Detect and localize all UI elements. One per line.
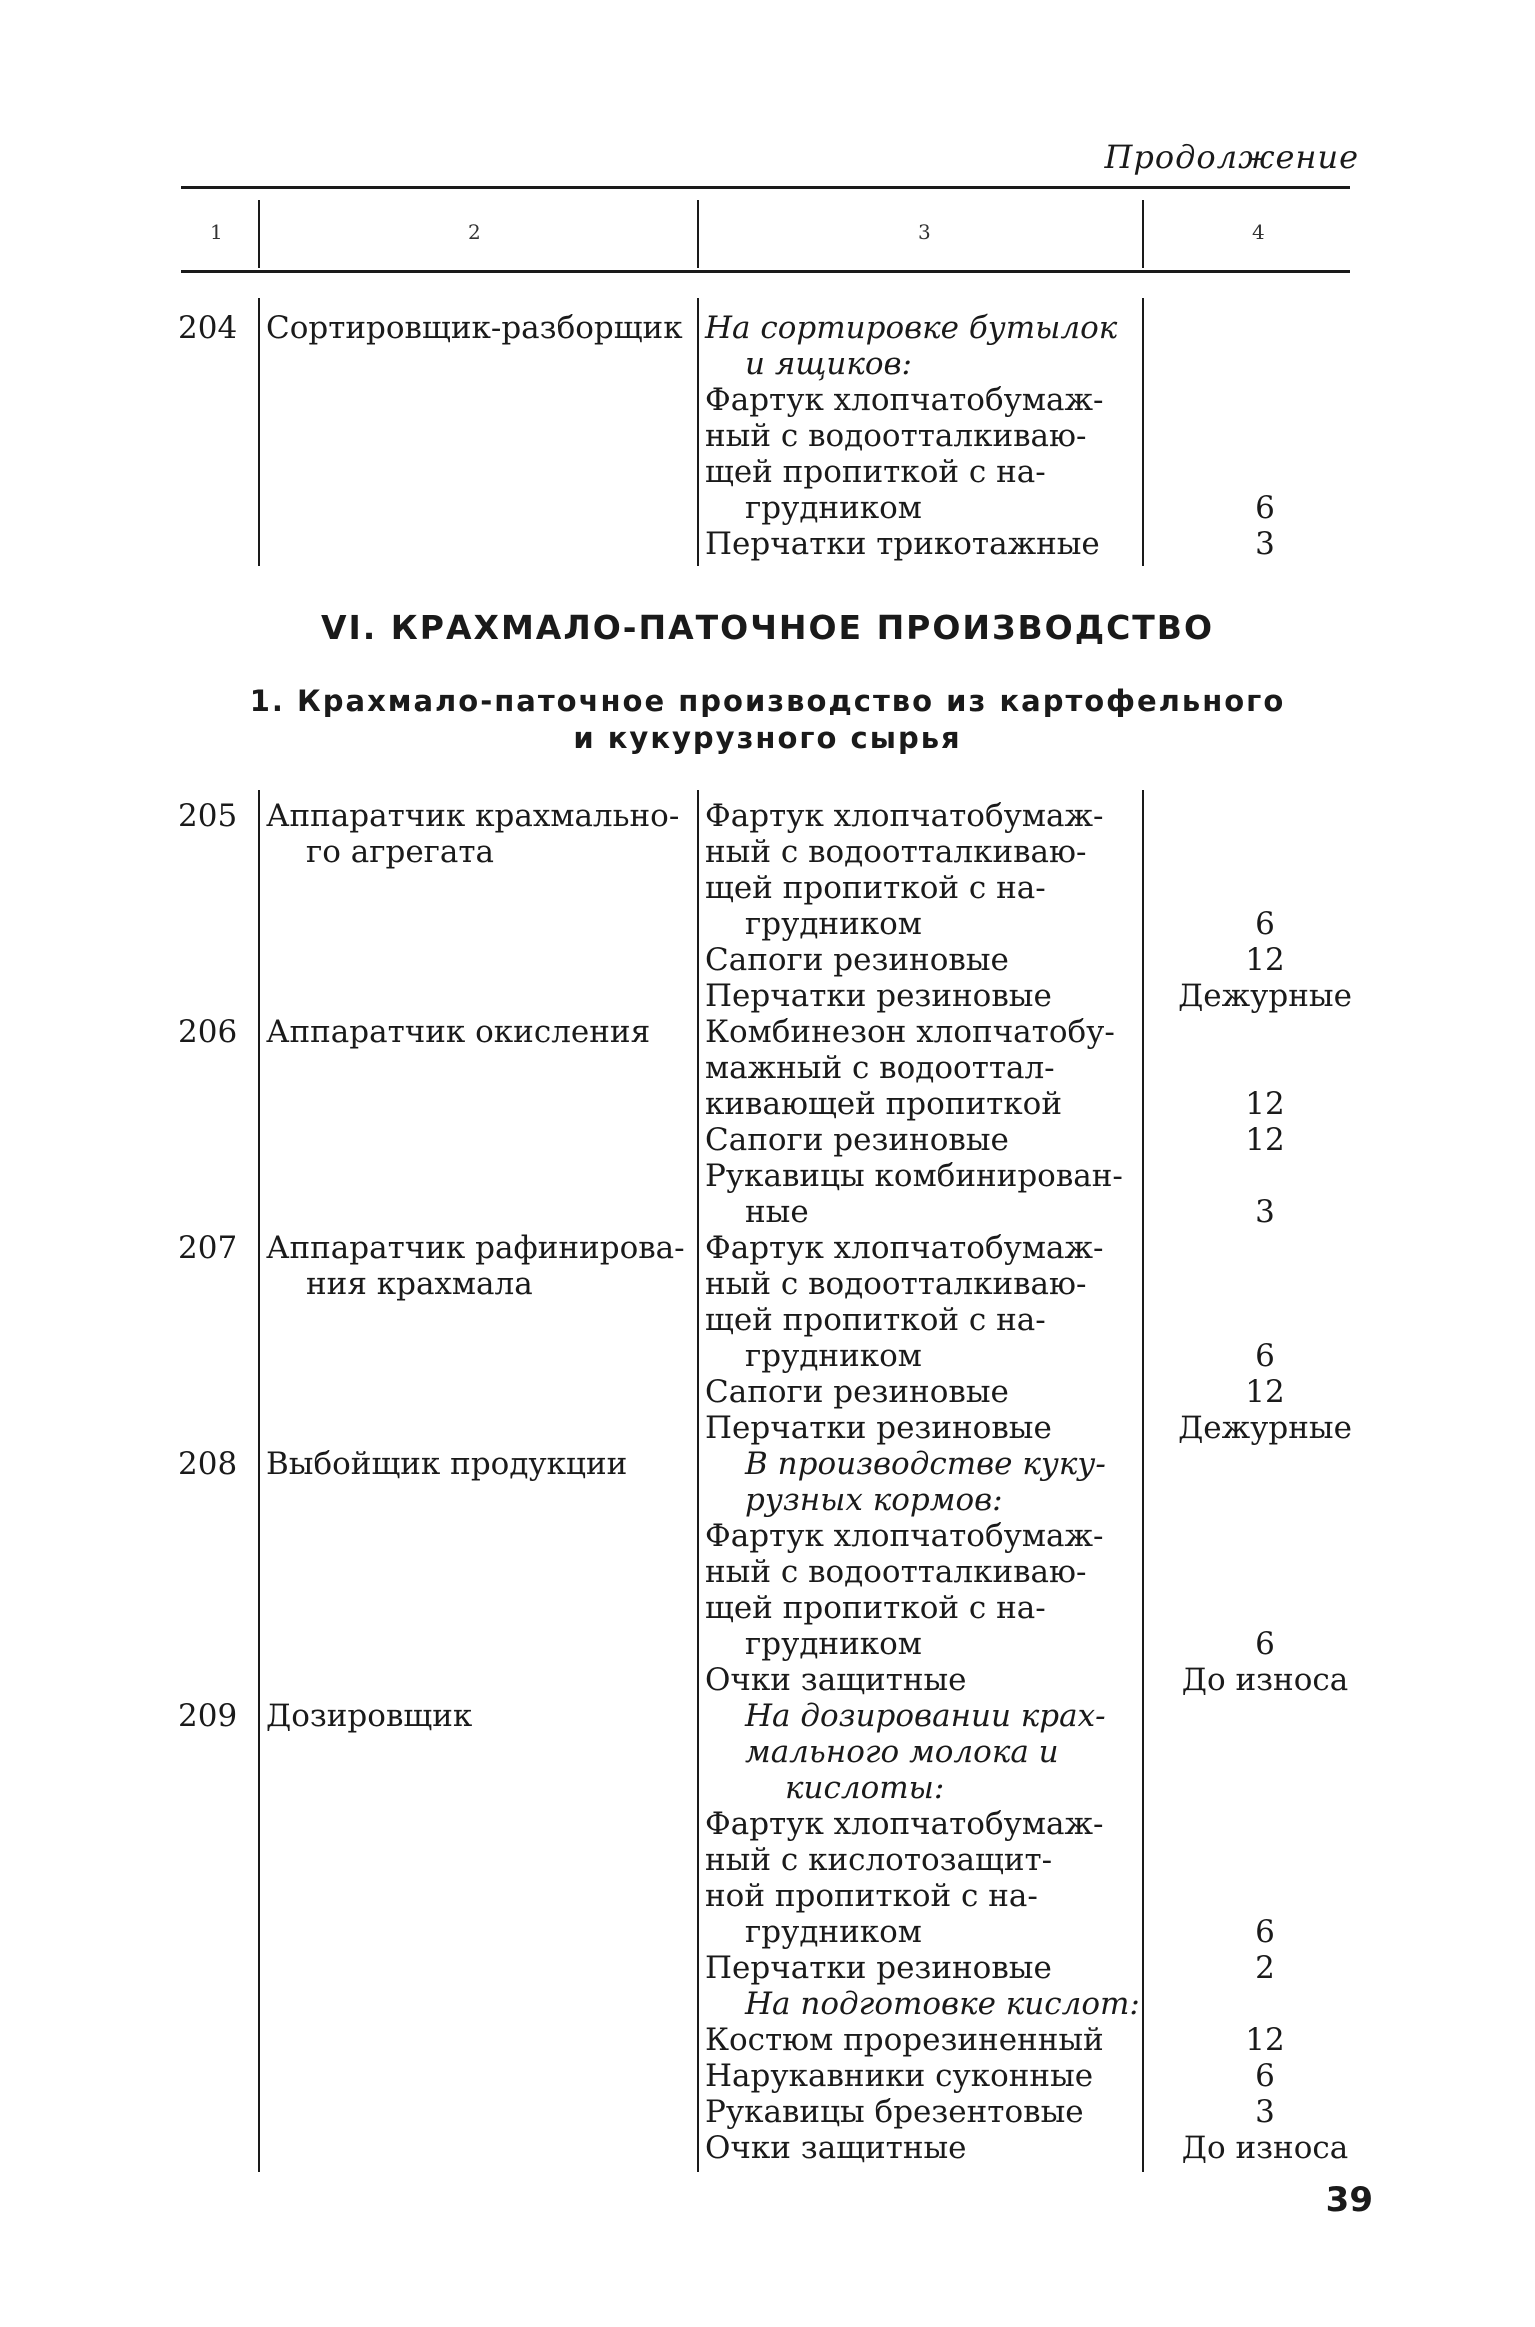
equipment-line: Фартук хлопчатобумаж-	[705, 798, 1104, 834]
column-divider	[1142, 298, 1144, 566]
equipment-line: мального молока и	[745, 1734, 1059, 1770]
wear-term: 12	[1245, 1122, 1285, 1158]
equipment-line: рузных кормов:	[745, 1482, 1003, 1518]
column-number: 1	[210, 220, 223, 244]
wear-term: 12	[1245, 1086, 1285, 1122]
row-number: 207	[178, 1230, 238, 1266]
column-divider	[1142, 790, 1144, 2172]
equipment-line: Костюм прорезиненный	[705, 2022, 1104, 2058]
equipment-line: щей пропиткой с на-	[705, 454, 1046, 490]
row-number: 204	[178, 310, 238, 346]
header-column-divider	[697, 200, 699, 268]
equipment-line: На дозировании крах-	[745, 1698, 1106, 1734]
wear-term: 3	[1255, 2094, 1275, 2130]
wear-term: 12	[1245, 2022, 1285, 2058]
wear-term: 6	[1255, 490, 1275, 526]
wear-term: 6	[1255, 1914, 1275, 1950]
header-column-divider	[1142, 200, 1144, 268]
equipment-line: Перчатки резиновые	[705, 1950, 1052, 1986]
equipment-line: щей пропиткой с на-	[705, 1302, 1046, 1338]
position-name: Аппаратчик рафинирова-	[266, 1230, 685, 1266]
equipment-line: грудником	[745, 1626, 922, 1662]
column-divider	[258, 298, 260, 566]
equipment-line: Фартук хлопчатобумаж-	[705, 1230, 1104, 1266]
wear-term: 2	[1255, 1950, 1275, 1986]
wear-term: До износа	[1181, 1662, 1349, 1698]
equipment-line: Перчатки резиновые	[705, 1410, 1052, 1446]
equipment-line: мажный с водооттал-	[705, 1050, 1055, 1086]
table-header-rule	[181, 270, 1350, 273]
equipment-line: Перчатки резиновые	[705, 978, 1052, 1014]
column-number: 3	[918, 220, 931, 244]
equipment-line: Сапоги резиновые	[705, 1374, 1009, 1410]
wear-term: Дежурные	[1178, 978, 1352, 1014]
position-name: Аппаратчик окисления	[266, 1014, 651, 1050]
column-divider	[258, 790, 260, 2172]
equipment-line: грудником	[745, 490, 922, 526]
equipment-line: Сапоги резиновые	[705, 942, 1009, 978]
equipment-line: ный с водоотталкиваю-	[705, 1554, 1087, 1590]
column-number: 2	[468, 220, 481, 244]
section-subtitle-line1: 1. Крахмало-паточное производство из картофельного	[249, 684, 1286, 718]
equipment-line: Очки защитные	[705, 1662, 967, 1698]
equipment-line: Нарукавники суконные	[705, 2058, 1094, 2094]
equipment-line: На подготовке кислот:	[745, 1986, 1140, 2022]
position-name: Сортировщик-разборщик	[266, 310, 683, 346]
wear-term: 6	[1255, 1338, 1275, 1374]
equipment-line: Рукавицы комбинирован-	[705, 1158, 1123, 1194]
equipment-line: Очки защитные	[705, 2130, 967, 2166]
row-number: 205	[178, 798, 238, 834]
column-divider	[697, 298, 699, 566]
equipment-line: Перчатки трикотажные	[705, 526, 1100, 562]
equipment-line: Фартук хлопчатобумаж-	[705, 1806, 1104, 1842]
equipment-line: Фартук хлопчатобумаж-	[705, 382, 1104, 418]
position-name: го агрегата	[306, 834, 495, 870]
wear-term: 12	[1245, 1374, 1285, 1410]
equipment-line: кивающей пропиткой	[705, 1086, 1062, 1122]
header-column-divider	[258, 200, 260, 268]
wear-term: 3	[1255, 526, 1275, 562]
wear-term: 12	[1245, 942, 1285, 978]
equipment-line: щей пропиткой с на-	[705, 870, 1046, 906]
equipment-line: ный с водоотталкиваю-	[705, 418, 1087, 454]
column-number: 4	[1252, 220, 1265, 244]
equipment-line: грудником	[745, 906, 922, 942]
equipment-line: ный с кислотозащит-	[705, 1842, 1053, 1878]
equipment-line: ной пропиткой с на-	[705, 1878, 1038, 1914]
section-title: VI. КРАХМАЛО-ПАТОЧНОЕ ПРОИЗВОДСТВО	[320, 608, 1215, 647]
equipment-line: грудником	[745, 1338, 922, 1374]
continuation-label: Продолжение	[1104, 138, 1359, 176]
equipment-line: ный с водоотталкиваю-	[705, 1266, 1087, 1302]
section-subtitle-line2: и кукурузного сырья	[573, 721, 962, 755]
row-number: 208	[178, 1446, 238, 1482]
equipment-line: Фартук хлопчатобумаж-	[705, 1518, 1104, 1554]
equipment-line: Рукавицы брезентовые	[705, 2094, 1084, 2130]
table-top-rule	[181, 186, 1350, 189]
position-name: ния крахмала	[306, 1266, 533, 1302]
row-number: 206	[178, 1014, 238, 1050]
row-number: 209	[178, 1698, 238, 1734]
equipment-line: щей пропиткой с на-	[705, 1590, 1046, 1626]
equipment-line: кислоты:	[785, 1770, 945, 1806]
wear-term: 3	[1255, 1194, 1275, 1230]
equipment-line: и ящиков:	[745, 346, 913, 382]
equipment-line: грудником	[745, 1914, 922, 1950]
equipment-line: В производстве куку-	[745, 1446, 1106, 1482]
equipment-line: Сапоги резиновые	[705, 1122, 1009, 1158]
page-number: 39	[1325, 2180, 1373, 2220]
position-name: Выбойщик продукции	[266, 1446, 628, 1482]
wear-term: До износа	[1181, 2130, 1349, 2166]
wear-term: 6	[1255, 906, 1275, 942]
position-name: Дозировщик	[266, 1698, 473, 1734]
equipment-line: ный с водоотталкиваю-	[705, 834, 1087, 870]
position-name: Аппаратчик крахмально-	[266, 798, 680, 834]
wear-term: 6	[1255, 2058, 1275, 2094]
equipment-line: ные	[745, 1194, 809, 1230]
column-divider	[697, 790, 699, 2172]
equipment-line: На сортировке бутылок	[705, 310, 1118, 346]
equipment-line: Комбинезон хлопчатобу-	[705, 1014, 1115, 1050]
wear-term: Дежурные	[1178, 1410, 1352, 1446]
wear-term: 6	[1255, 1626, 1275, 1662]
